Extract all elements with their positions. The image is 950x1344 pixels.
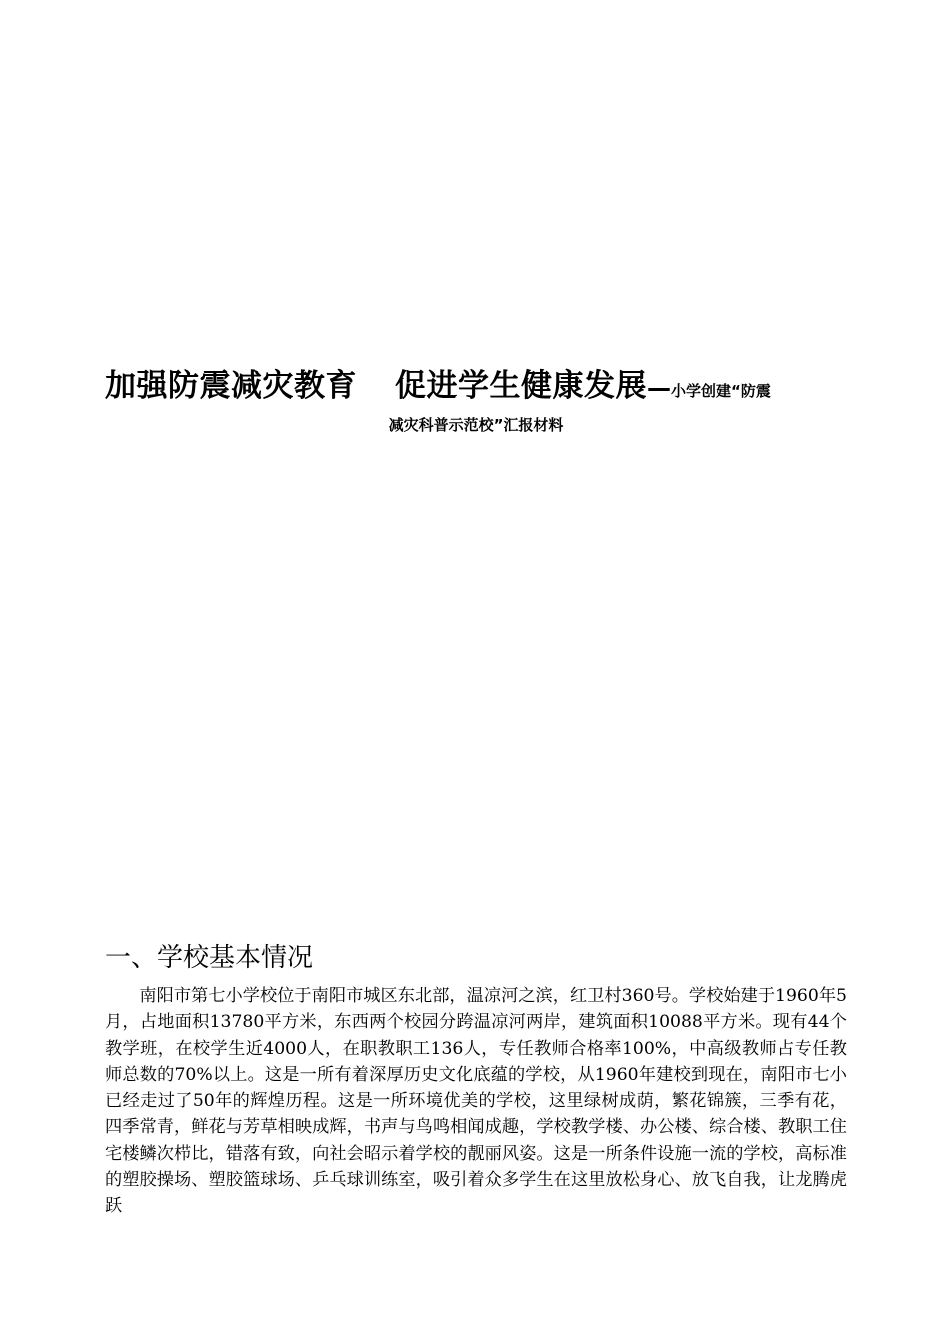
document-title xyxy=(105,362,847,437)
section-heading: 一、学校基本情况 xyxy=(105,943,314,973)
title-part-2: 促进学生健康发展 xyxy=(395,368,647,404)
body-paragraph: 南阳市第七小学校位于南阳市城区东北部，温凉河之滨，红卫村360号。学校始建于1960年5月，占地面积13780平方米，东西两个校园分跨温凉河两岸，建筑面积10088平方米。现有44个教学班，在校学生近4000人，在职教职工136人，专任教师合格率100%，中高级教师占专任教师总数的70%以上。这是一所有着深厚历史文化底蕴的学校，从1960年建校到现在，南阳市七小已经走过了50年的辉煌历程。这是一所环境优美的学校，这里绿树成荫，繁花锦簇，三季有花，四季常青，鲜花与芳草相映成辉，书声与鸟鸣相闻成趣，学校教学楼、办公楼、综合楼、教职工住宅楼鳞次栉比，错落有致，向社会昭示着学校的靓丽风姿。这是一所条件设施一流的学校，高标准的塑胶操场、塑胶篮球场、乒乓球训练室，吸引着众多学生在这里放松身心、放飞自我，让龙腾虎跃 xyxy=(105,986,847,1217)
title-line-1 xyxy=(105,362,847,415)
subtitle-continuation: 减灾科普示范校”汇报材料 xyxy=(388,416,564,434)
title-dash: — xyxy=(647,374,671,402)
subtitle-start: 小学创建“防震 xyxy=(671,382,771,400)
title-part-1: 加强防震减灾教育 xyxy=(105,368,357,404)
